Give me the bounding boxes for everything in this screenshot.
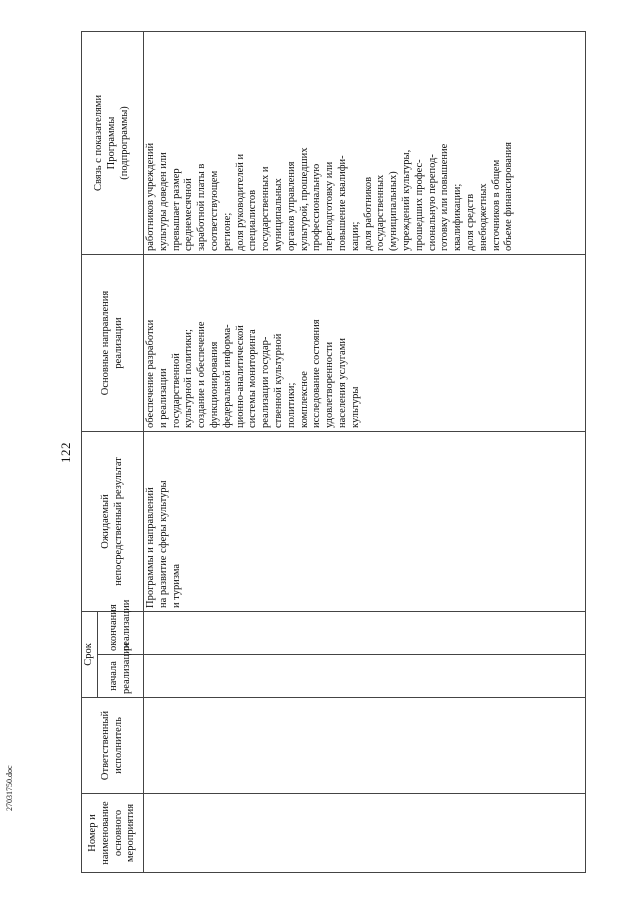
cell-start [144, 655, 586, 698]
cell-end [144, 611, 586, 654]
cell-indicators-link: работников учреждений культуры доведен или превышает размер среднемесячной заработной платы в соответствующем регионе; доля руководителей и специалистов государственных и муниципальных органов управления культурой, прошедших профессиональную переподготовку или повышение квалифи- кации; доля работников государственных (муниципальных) учреждений культуры, прошедших профес- сиональную перепод- готовку или повышение квалификации; доля средств внебюджетных источников в общем объеме финансирования [144, 31, 586, 254]
header-number-name: Номер и наименование основного мероприятия [82, 794, 144, 873]
header-expected-result: Ожидаемый непосредственный результат [82, 431, 144, 611]
cell-main-directions: обеспечение разработки и реализации государственной культурной политики; создание и обеспечение функционирования федеральной информа- ционно-аналитической системы мониторинга реализации государ- ственной культурной политики; комплексное исследование состояния удовлетворенности населения услугами культуры [144, 254, 586, 431]
cell-expected-result: Программы и направлений на развитие сферы культуры и туризма [144, 431, 586, 611]
header-row-1 [82, 31, 98, 872]
table-row [144, 31, 586, 872]
page-number: 122 [58, 442, 73, 463]
header-start: начала реализации [98, 655, 144, 698]
header-main-directions: Основные направления реализации [82, 254, 144, 431]
header-indicators-link: Связь с показателями Программы (подпрограммы) [82, 31, 144, 254]
header-end: окончания реализации [98, 611, 144, 654]
footer-doc-code: 27031750.doc [5, 765, 14, 811]
rotated-page [54, 32, 590, 873]
cell-number-name [144, 794, 586, 873]
cell-executor [144, 698, 586, 794]
measures-table [81, 31, 586, 873]
header-term: Срок [82, 611, 98, 697]
header-executor: Ответственный исполнитель [82, 698, 144, 794]
